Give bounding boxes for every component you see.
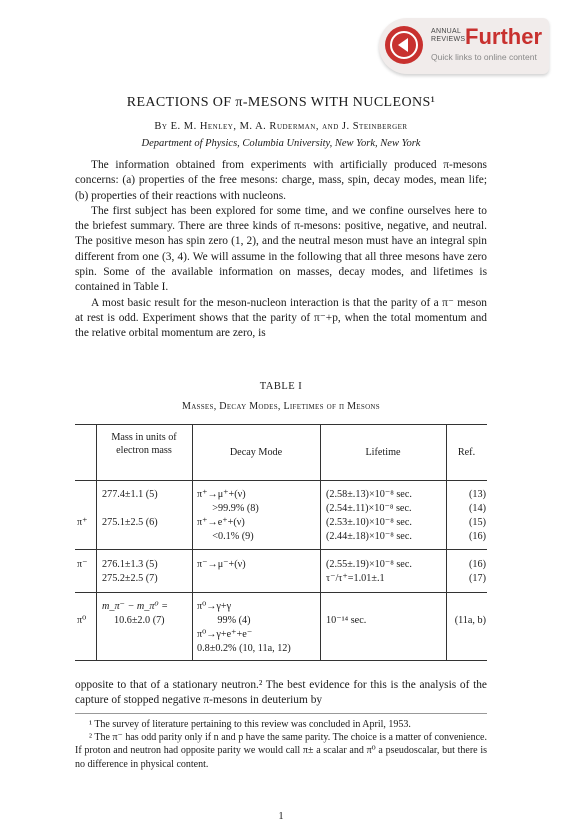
decay-cell: 99% (4) [197, 615, 251, 626]
table-rule-header [75, 480, 487, 481]
mass-cell: 10.6±2.0 (7) [114, 615, 165, 626]
decay-cell: π⁻→μ⁻+(ν) [197, 559, 246, 570]
header-mass: Mass in units of electron mass [111, 432, 177, 456]
decay-cell: π⁺→μ⁺+(ν) [197, 489, 246, 500]
table-rule-top [75, 424, 487, 425]
lifetime-cell: (2.55±.19)×10⁻⁸ sec. [326, 559, 412, 570]
table-rule-row2 [75, 592, 487, 593]
mass-cell: 275.1±2.5 (6) [102, 517, 158, 528]
continuation-paragraph: opposite to that of a stationary neutron.² The best evidence for this is the analysis of the capture of stopped negative π-mesons in deuterium by [75, 679, 487, 707]
row-label-pi-minus: π⁻ [77, 559, 88, 570]
header-decay: Decay Mode [229, 447, 283, 458]
article-authors: By E. M. Henley, M. A. Ruderman, and J. Steinberger [154, 121, 408, 132]
mass-cell: 276.1±1.3 (5) [102, 559, 158, 570]
footnotes [75, 718, 487, 771]
lifetime-cell: (2.54±.11)×10⁻⁸ sec. [326, 503, 412, 514]
footnote-1: ¹ The survey of literature pertaining to this review was concluded in April, 1953. [89, 719, 411, 730]
continuation-text [75, 678, 487, 709]
ref-cell: (14) [469, 503, 486, 514]
lifetime-cell: (2.58±.13)×10⁻⁸ sec. [326, 489, 412, 500]
ref-cell: (16) [469, 531, 486, 542]
row-label-pi-plus: π⁺ [77, 517, 88, 528]
table-vrule-3 [320, 424, 321, 660]
ref-cell: (16) [469, 559, 486, 570]
header-ref: Ref. [457, 447, 476, 458]
paragraph-1: The information obtained from experiments with artificially produced π-mesons concerns: (a) properties of the free mesons: charge, mass, spin, decay modes, mean life; (b) properties of their reactions with nucleons. [75, 159, 487, 202]
table-vrule-1 [96, 424, 97, 660]
decay-cell: π⁰→γ+γ [197, 601, 232, 612]
table-caption: Masses, Decay Modes, Lifetimes of π Mesons [182, 401, 380, 412]
further-label: Further [465, 24, 542, 49]
table-rule-row1 [75, 549, 487, 550]
paragraph-3: A most basic result for the meson-nucleon interaction is that the parity of a π⁻ meson at rest is odd. Experiment shows that the parity of π⁻+p, when the total momentum and the relative orbital momentum are zero, is [75, 296, 487, 340]
ref-cell: (13) [469, 489, 486, 500]
footnote-2: ² The π⁻ has odd parity only if n and p have the same parity. The choice is a matter of convenience. If proton and neutron had opposite parity we would call π± a scalar and π⁰ a pseudoscalar, but there is no difference in physical content. [75, 732, 487, 770]
ref-cell: (17) [469, 573, 486, 584]
ref-cell: (15) [469, 517, 486, 528]
decay-cell: π⁺→e⁺+(ν) [197, 517, 245, 528]
table-title: TABLE I [259, 381, 303, 392]
annual-reviews-logo-text: ANNUAL REVIEWS [431, 28, 466, 43]
ref-cell: (11a, b) [454, 615, 486, 626]
lifetime-cell: τ⁻/τ⁺=1.01±.1 [326, 573, 385, 584]
decay-cell: >99.9% (8) [197, 503, 259, 514]
badge-tagline: Quick links to online content [431, 52, 537, 62]
header-lifetime: Lifetime [365, 447, 401, 458]
mass-cell: 277.4±1.1 (5) [102, 489, 158, 500]
play-back-icon [385, 26, 423, 64]
article-title: REACTIONS OF π-MESONS WITH NUCLEONS¹ [126, 95, 436, 110]
decay-cell: <0.1% (9) [197, 531, 254, 542]
mass-cell: m_π⁻ − m_π⁰ = [102, 601, 168, 612]
body-text [75, 158, 487, 342]
table-vrule-2 [192, 424, 193, 660]
lifetime-cell: 10⁻¹⁴ sec. [326, 615, 367, 626]
decay-cell: π⁰→γ+e⁺+e⁻ [197, 629, 253, 640]
lifetime-cell: (2.53±.10)×10⁻⁸ sec. [326, 517, 412, 528]
page-number: 1 [278, 811, 284, 822]
footnote-rule [75, 713, 487, 714]
table-rule-bottom [75, 660, 487, 661]
row-label-pi-zero: π⁰ [77, 615, 87, 626]
mass-cell: 275.2±2.5 (7) [102, 573, 158, 584]
article-affiliation: Department of Physics, Columbia University, New York, New York [141, 138, 421, 149]
decay-cell: 0.8±0.2% (10, 11a, 12) [197, 643, 291, 654]
paragraph-2: The first subject has been explored for some time, and we confine ourselves here to the briefest summary. There are three kinds of π-mesons: positive, negative, and neutral. The positive meson has spin zero (1, 2), and the neutral meson must have an integral spin different from one (3, 4). We will assume in the following that all three mesons have zero spin. Some of the available information on masses, decay modes, and lifetimes is contained in Table I. [75, 204, 487, 294]
lifetime-cell: (2.44±.18)×10⁻⁸ sec. [326, 531, 412, 542]
annual-reviews-further-badge[interactable] [379, 18, 549, 74]
